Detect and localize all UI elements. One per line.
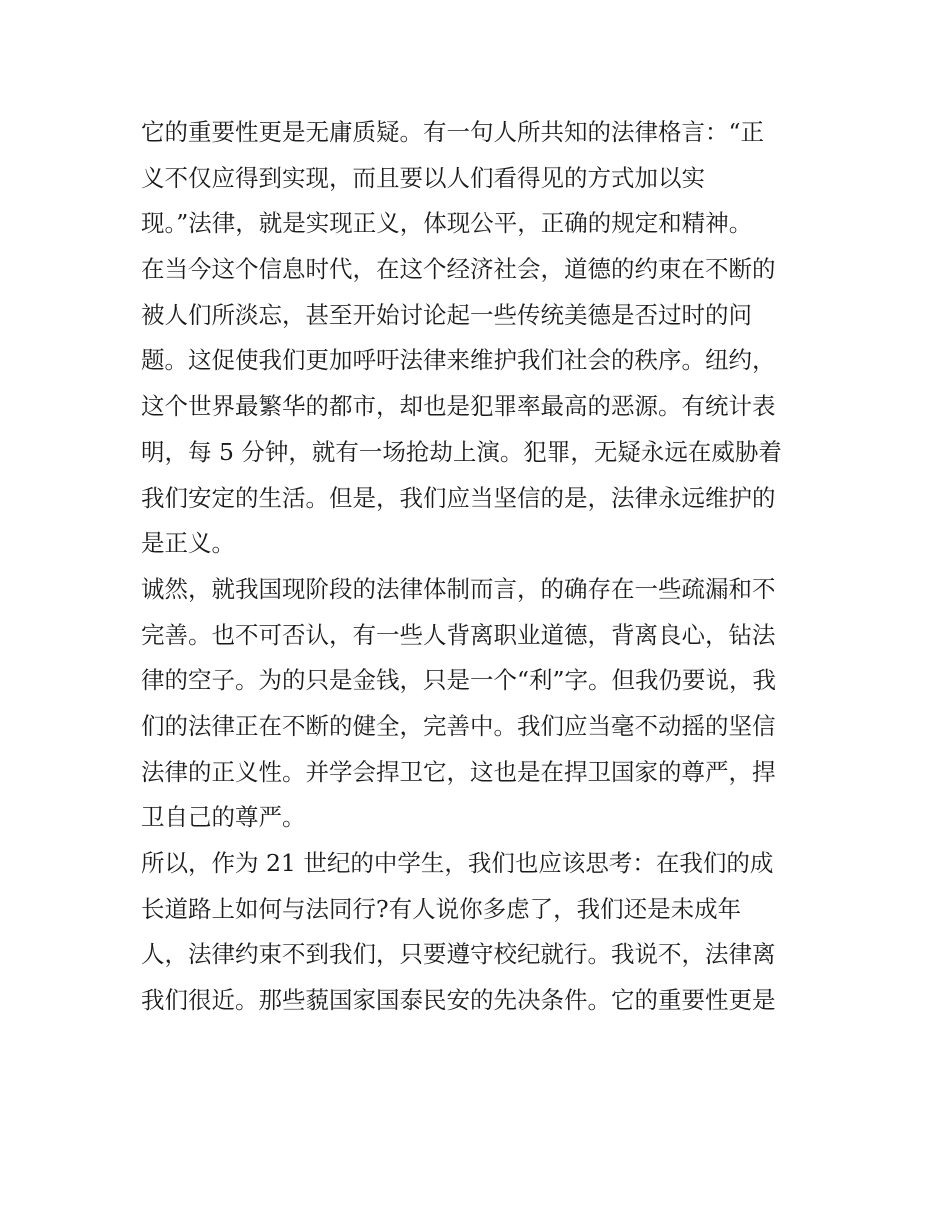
text-line: 法律的正义性。并学会捍卫它，这也是在捍卫国家的尊严，捍 bbox=[141, 757, 776, 786]
text-line: 是正义。 bbox=[141, 529, 235, 558]
text-line: 明，每 5 分钟，就有一场抢劫上演。犯罪，无疑永远在威胁着 bbox=[141, 437, 782, 466]
text-line: 现。”法律，就是实现正义，体现公平，正确的规定和精神。 bbox=[141, 209, 753, 238]
text-line: 这个世界最繁华的都市，却也是犯罪率最高的恶源。有统计表 bbox=[141, 392, 776, 421]
text-line: 长道路上如何与法同行?有人说你多虑了，我们还是未成年 bbox=[141, 894, 742, 923]
document-body bbox=[141, 110, 821, 1024]
text-line: 诚然，就我国现阶段的法律体制而言，的确存在一些疏漏和不 bbox=[141, 574, 776, 603]
text-line: 们的法律正在不断的健全，完善中。我们应当毫不动摇的坚信 bbox=[141, 711, 776, 740]
text-line: 律的空子。为的只是金钱，只是一个“利”字。但我仍要说，我 bbox=[141, 666, 777, 695]
text-line: 我们安定的生活。但是，我们应当坚信的是，法律永远维护的 bbox=[141, 483, 776, 512]
text-line: 完善。也不可否认，有一些人背离职业道德，背离良心，钻法 bbox=[141, 620, 776, 649]
text-line: 义不仅应得到实现，而且要以人们看得见的方式加以实 bbox=[141, 163, 705, 192]
text-line: 我们很近。那些藐国家国泰民安的先决条件。它的重要性更是 bbox=[141, 986, 776, 1015]
text-line: 在当今这个信息时代，在这个经济社会，道德的约束在不断的 bbox=[141, 255, 776, 284]
text-line: 人，法律约束不到我们，只要遵守校纪就行。我说不，法律离 bbox=[141, 940, 776, 969]
text-line: 题。这促使我们更加呼吁法律来维护我们社会的秩序。纽约， bbox=[141, 346, 776, 375]
text-line: 所以，作为 21 世纪的中学生，我们也应该思考：在我们的成 bbox=[141, 849, 774, 877]
text-line: 它的重要性更是无庸质疑。有一句人所共知的法律格言：“正 bbox=[141, 118, 765, 146]
text-line: 卫自己的尊严。 bbox=[141, 803, 306, 832]
text-line: 被人们所淡忘，甚至开始讨论起一些传统美德是否过时的问 bbox=[141, 300, 752, 329]
